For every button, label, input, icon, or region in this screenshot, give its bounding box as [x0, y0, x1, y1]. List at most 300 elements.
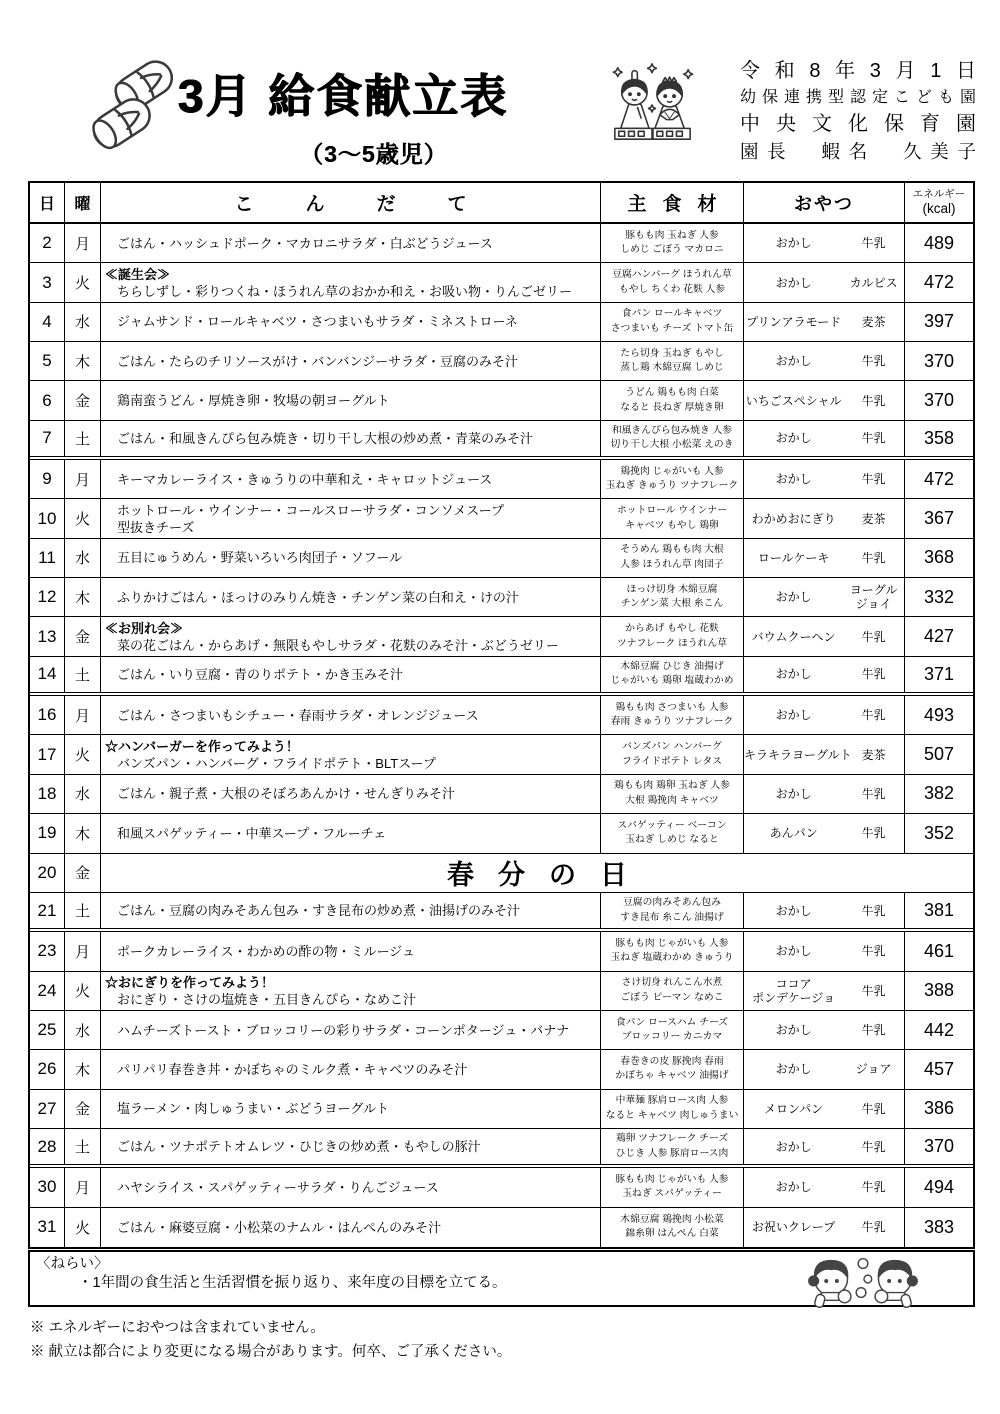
table-row: [30, 696, 973, 735]
snack-item: ココア ポンデケージョ: [752, 976, 836, 1005]
ingredients-cell: [601, 342, 744, 380]
table-row: [30, 972, 973, 1011]
menu-cell: [101, 1168, 601, 1206]
menu-cell: [101, 893, 601, 928]
energy-cell: 367: [923, 508, 955, 529]
snack-cell: [744, 421, 905, 456]
menu-table-body: [30, 224, 973, 1247]
energy-cell: 494: [923, 1176, 955, 1197]
ingredients-line1: 豆腐ハンバーグ ほうれん草: [612, 269, 732, 281]
ingredients-line1: 鶏もも肉 さつまいも 人参: [615, 701, 729, 713]
day-cell: 10: [30, 499, 65, 537]
menu-text: ハヤシライス・スパゲッティーサラダ・りんごジュース: [117, 1179, 439, 1195]
energy-cell: 493: [923, 704, 955, 725]
ingredients-cell: [601, 381, 744, 419]
ingredients-line2: 玉ねぎ スパゲッティー: [622, 1188, 722, 1200]
menu-cell: [101, 735, 601, 773]
menu-text: ごはん・たらのチリソースがけ・バンバンジーサラダ・豆腐のみそ汁: [117, 353, 518, 369]
date-line: 令和8年3月1日: [740, 60, 976, 82]
ingredients-line2: 人参 ほうれん草 肉団子: [620, 558, 724, 570]
snack-drink: 牛乳: [861, 431, 886, 446]
menu-text: ごはん・ツナポテトオムレツ・ひじきの炒め煮・もやしの豚汁: [117, 1139, 481, 1155]
menu-cell: [101, 421, 601, 456]
event-label: ☆おにぎりを作ってみよう！: [105, 974, 275, 990]
weekday-cell: 水: [65, 303, 101, 341]
snack-item: あんパン: [769, 826, 818, 841]
menu-text-line2: 型抜きチーズ: [117, 519, 195, 535]
menu-text: パリパリ春巻き丼・かぼちゃのミルク煮・キャベツのみそ汁: [117, 1061, 468, 1077]
ingredients-cell: [601, 1168, 744, 1206]
holiday-cell: 春分の日: [447, 860, 651, 891]
snack-cell: [744, 893, 905, 928]
aim-title: 〈ねらい〉: [36, 1256, 109, 1272]
snack-drink: 牛乳: [861, 1220, 886, 1235]
snack-item: おかし: [775, 944, 812, 959]
energy-cell: 457: [923, 1058, 955, 1079]
ingredients-line1: 豆腐の肉みそあん包み: [623, 897, 721, 909]
ingredients-line1: 豚もも肉 玉ねぎ 人参: [625, 229, 719, 241]
snack-item: バウムクーヘン: [751, 629, 836, 644]
snack-drink: 牛乳: [861, 826, 886, 841]
col-header-snack: おやつ: [744, 183, 905, 222]
energy-cell: 370: [923, 1136, 955, 1157]
snack-item: お祝いクレープ: [751, 1220, 836, 1235]
ingredients-line1: 鶏もも肉 鶏卵 玉ねぎ 人参: [614, 780, 730, 792]
snack-item: おかし: [775, 472, 812, 487]
snack-drink: 牛乳: [861, 983, 886, 998]
ingredients-line1: たら切身 玉ねぎ もやし: [620, 347, 724, 359]
weekday-cell: 土: [65, 893, 101, 928]
snack-item: おかし: [775, 667, 812, 682]
ingredients-line1: 木綿豆腐 鶏挽肉 小松菜: [620, 1213, 724, 1225]
snack-cell: [744, 381, 905, 419]
weekday-cell: 木: [65, 1050, 101, 1088]
header-info-block: [740, 58, 976, 165]
weekday-cell: 火: [65, 1208, 101, 1247]
menu-cell: [101, 932, 601, 970]
energy-cell: 381: [923, 900, 955, 921]
energy-cell: 371: [923, 663, 955, 684]
ingredients-line1: スパゲッティー ベーコン: [617, 819, 727, 831]
snack-item: プリンアラモード: [746, 314, 842, 329]
menu-cell: [101, 814, 601, 852]
snack-drink: 麦茶: [861, 314, 886, 329]
day-cell: 20: [30, 854, 65, 892]
snack-drink: 牛乳: [861, 236, 886, 251]
weekday-cell: 金: [65, 854, 101, 892]
snack-cell: [744, 735, 905, 773]
menu-text: ごはん・和風きんぴら包み焼き・切り干し大根の炒め煮・青菜のみそ汁: [117, 430, 534, 446]
event-label: ≪誕生会≫: [105, 266, 171, 282]
ingredients-cell: [601, 657, 744, 692]
ingredients-line2: 玉ねぎ しめじ なると: [625, 834, 719, 846]
table-row: [30, 617, 973, 656]
ingredients-line2: 切り干し大根 小松菜 えのき: [610, 439, 734, 451]
menu-cell: [101, 342, 601, 380]
snack-drink: 牛乳: [861, 472, 886, 487]
snack-drink: 牛乳: [861, 354, 886, 369]
ingredients-line2: 大根 鶏挽肉 キャベツ: [625, 794, 719, 806]
snack-drink: 麦茶: [861, 747, 886, 762]
snack-item: おかし: [775, 275, 812, 290]
snack-item: おかし: [775, 708, 812, 723]
menu-table: [28, 181, 975, 1249]
hina-dolls-illustration: [608, 58, 696, 146]
snack-cell: [744, 814, 905, 852]
table-row: [30, 460, 973, 499]
menu-text: 塩ラーメン・肉しゅうまい・ぶどうヨーグルト: [117, 1101, 389, 1117]
ingredients-cell: [601, 696, 744, 734]
weekday-cell: 金: [65, 381, 101, 419]
snack-drink: 牛乳: [861, 1180, 886, 1195]
menu-cell: [101, 499, 601, 537]
menu-cell: [101, 303, 601, 341]
day-cell: 30: [30, 1168, 65, 1206]
ingredients-line2: 蒸し鶏 木綿豆腐 しめじ: [620, 362, 724, 374]
weekday-cell: 水: [65, 775, 101, 813]
day-cell: 6: [30, 381, 65, 419]
table-row: [30, 657, 973, 696]
table-row: [30, 421, 973, 460]
energy-cell: 382: [923, 783, 955, 804]
ingredients-cell: [601, 972, 744, 1010]
weekday-cell: 月: [65, 224, 101, 262]
menu-text: ジャムサンド・ロールキャベツ・さつまいもサラダ・ミネストローネ: [117, 314, 518, 330]
ingredients-cell: [601, 499, 744, 537]
ingredients-line2: ごぼう ピーマン なめこ: [620, 991, 724, 1003]
energy-cell: 397: [923, 311, 955, 332]
event-label: ≪お別れ会≫: [105, 620, 184, 636]
ingredients-line2: 錦糸卵 はんぺん 白菜: [625, 1228, 719, 1240]
weekday-cell: 月: [65, 696, 101, 734]
table-row-holiday: [30, 854, 973, 893]
col-header-weekday: 曜: [65, 183, 101, 222]
snack-cell: [744, 617, 905, 655]
menu-text: ふりかけごはん・ほっけのみりん焼き・チンゲン菜の白和え・けの汁: [117, 589, 519, 605]
weekday-cell: 火: [65, 499, 101, 537]
day-cell: 4: [30, 303, 65, 341]
snack-cell: [744, 696, 905, 734]
ingredients-line2: すき昆布 糸こん 油揚げ: [620, 911, 724, 923]
menu-cell: [101, 972, 601, 1010]
energy-cell: 461: [923, 940, 955, 961]
ingredients-line1: 春巻きの皮 豚挽肉 春雨: [620, 1055, 724, 1067]
ingredients-cell: [601, 814, 744, 852]
ingredients-cell: [601, 1129, 744, 1164]
day-cell: 9: [30, 460, 65, 498]
menu-text: ごはん・いり豆腐・青のりポテト・かき玉みそ汁: [117, 666, 404, 682]
page-subtitle: （3～5歳児）: [300, 141, 448, 167]
weekday-cell: 火: [65, 735, 101, 773]
ingredients-line2: キャベツ もやし 鶏卵: [625, 519, 719, 531]
snack-cell: [744, 1011, 905, 1049]
energy-cell: 383: [923, 1216, 955, 1237]
snack-cell: [744, 578, 905, 616]
menu-cell: [101, 381, 601, 419]
table-row: [30, 1011, 973, 1050]
col-header-day: 日: [30, 183, 65, 222]
ingredients-cell: [601, 421, 744, 456]
ingredients-line2: かぼちゃ キャベツ 油揚げ: [615, 1070, 729, 1082]
menu-cell: [101, 1090, 601, 1128]
ingredients-line1: 中華麺 豚肩ロース肉 人参: [615, 1095, 729, 1107]
snack-drink: 牛乳: [861, 550, 886, 565]
col-header-menu: こんだて: [101, 183, 601, 222]
ingredients-line1: バンズパン ハンバーグ: [622, 741, 722, 753]
day-cell: 7: [30, 421, 65, 456]
snack-cell: [744, 775, 905, 813]
snack-drink: 麦茶: [861, 511, 886, 526]
menu-cell: [101, 696, 601, 734]
menu-text: キーマカレーライス・きゅうりの中華和え・キャロットジュース: [117, 471, 493, 487]
snack-item: おかし: [775, 236, 812, 251]
menu-text: ポークカレーライス・わかめの酢の物・ミルージュ: [117, 943, 415, 959]
ingredients-line1: 和風きんぴら包み焼き 人参: [611, 424, 733, 436]
day-cell: 23: [30, 932, 65, 970]
snack-item: いちごスペシャル: [745, 393, 842, 408]
table-row: [30, 1129, 973, 1168]
table-row: [30, 381, 973, 420]
day-cell: 21: [30, 893, 65, 928]
snack-drink: 牛乳: [861, 708, 886, 723]
menu-cell: [101, 578, 601, 616]
weekday-cell: 木: [65, 578, 101, 616]
ingredients-line1: 食パン ロースハム チーズ: [615, 1016, 729, 1028]
ingredients-cell: [601, 932, 744, 970]
ingredients-line1: 鶏卵 ツナフレーク チーズ: [615, 1133, 729, 1145]
table-row: [30, 1050, 973, 1089]
table-row: [30, 539, 973, 578]
weekday-cell: 火: [65, 263, 101, 301]
ingredients-line1: そうめん 鶏もも肉 大根: [620, 544, 724, 556]
menu-cell: [101, 1011, 601, 1049]
menu-text: ハムチーズトースト・ブロッコリーの彩りサラダ・コーンポタージュ・バナナ: [117, 1022, 570, 1038]
snack-item: おかし: [775, 1062, 812, 1077]
energy-cell: 472: [923, 468, 955, 489]
snack-cell: [744, 932, 905, 970]
menu-cell: [101, 263, 601, 301]
energy-cell: 386: [923, 1098, 955, 1119]
snack-drink: 牛乳: [861, 903, 886, 918]
table-row: [30, 775, 973, 814]
energy-cell: 370: [923, 350, 955, 371]
day-cell: 5: [30, 342, 65, 380]
ingredients-cell: [601, 735, 744, 773]
day-cell: 16: [30, 696, 65, 734]
day-cell: 12: [30, 578, 65, 616]
ingredients-line2: ひじき 人参 豚肩ロース肉: [615, 1147, 729, 1159]
weekday-cell: 火: [65, 972, 101, 1010]
table-header-row: [30, 183, 973, 224]
menu-cell: [101, 775, 601, 813]
snack-cell: [744, 539, 905, 577]
day-cell: 18: [30, 775, 65, 813]
ingredients-line1: 食パン ロールキャベツ: [621, 308, 723, 320]
day-cell: 24: [30, 972, 65, 1010]
day-cell: 31: [30, 1208, 65, 1247]
table-row: [30, 1168, 973, 1207]
table-row: [30, 263, 973, 302]
menu-text: ごはん・麻婆豆腐・小松菜のナムル・はんぺんのみそ汁: [117, 1219, 442, 1235]
table-row: [30, 893, 973, 932]
ingredients-line2: なると 長ねぎ 厚焼き卵: [620, 401, 724, 413]
ingredients-line1: 鶏挽肉 じゃがいも 人参: [620, 465, 724, 477]
day-cell: 27: [30, 1090, 65, 1128]
table-row: [30, 1208, 973, 1247]
snack-cell: [744, 499, 905, 537]
weekday-cell: 木: [65, 814, 101, 852]
menu-cell: [101, 1129, 601, 1164]
snack-item: おかし: [775, 786, 812, 801]
menu-cell: [101, 1050, 601, 1088]
day-cell: 28: [30, 1129, 65, 1164]
snack-cell: [744, 460, 905, 498]
menu-text: 菜の花ごはん・からあげ・無限もやしサラダ・花麩のみそ汁・ぶどうゼリー: [117, 637, 559, 653]
weekday-cell: 土: [65, 421, 101, 456]
note-change: ※ 献立は都合により変更になる場合があります。何卒、ご了承ください。: [30, 1344, 512, 1360]
menu-text: ごはん・さつまいもシチュー・春雨サラダ・オレンジジュース: [117, 707, 479, 723]
weekday-cell: 月: [65, 1168, 101, 1206]
table-row: [30, 224, 973, 263]
energy-cell: 370: [923, 390, 955, 411]
note-energy: ※ エネルギーにおやつは含まれていません。: [30, 1320, 325, 1336]
children-illustration: [788, 1250, 938, 1310]
ingredients-cell: [601, 1208, 744, 1247]
weekday-cell: 水: [65, 1011, 101, 1049]
ingredients-cell: [601, 617, 744, 655]
ingredients-cell: [601, 775, 744, 813]
table-row: [30, 303, 973, 342]
menu-cell: [101, 224, 601, 262]
day-cell: 11: [30, 539, 65, 577]
snack-item: おかし: [775, 1023, 812, 1038]
menu-text: ごはん・ハッシュドポーク・マカロニサラダ・白ぶどうジュース: [117, 235, 493, 251]
table-row: [30, 578, 973, 617]
ingredients-cell: [601, 303, 744, 341]
ingredients-line2: 玉ねぎ きゅうり ツナフレーク: [605, 480, 739, 492]
snack-cell: [744, 1129, 905, 1164]
aim-text: ・1年間の食生活と生活習慣を振り返り、来年度の目標を立てる。: [78, 1275, 507, 1291]
snack-item: ロールケーキ: [757, 550, 830, 565]
snack-item: メロンパン: [764, 1101, 824, 1116]
snack-drink: 牛乳: [861, 1139, 886, 1154]
col-header-energy: エネルギー (kcal): [912, 188, 966, 216]
snack-item: おかし: [775, 1139, 812, 1154]
weekday-cell: 木: [65, 342, 101, 380]
snack-cell: [744, 1050, 905, 1088]
ingredients-cell: [601, 460, 744, 498]
ingredients-line1: 木綿豆腐 ひじき 油揚げ: [620, 660, 724, 672]
day-cell: 3: [30, 263, 65, 301]
energy-cell: 352: [923, 822, 955, 843]
energy-cell: 358: [923, 427, 955, 448]
ingredients-cell: [601, 1011, 744, 1049]
page-title: 3月 給食献立表: [178, 70, 509, 122]
col-header-ingredients: 主食材: [601, 183, 744, 222]
day-cell: 26: [30, 1050, 65, 1088]
menu-text: ごはん・親子煮・大根のそぼろあんかけ・せんぎりみそ汁: [117, 786, 456, 802]
principal-line: 園長 蝦名 久美子: [740, 141, 976, 162]
snack-drink: ヨーグル ジョイ: [849, 583, 898, 612]
event-label: ☆ハンバーガーを作ってみよう！: [105, 738, 299, 754]
ingredients-line1: ホットロール ウインナー: [617, 505, 727, 517]
day-cell: 13: [30, 617, 65, 655]
ingredients-line2: しめじ ごぼう マカロニ: [620, 244, 724, 256]
weekday-cell: 金: [65, 1090, 101, 1128]
menu-text: ごはん・豆腐の肉みそあん包み・すき昆布の炒め煮・油揚げのみそ汁: [117, 903, 521, 919]
weekday-cell: 月: [65, 932, 101, 970]
cabbage-rolls-illustration: [80, 52, 185, 157]
ingredients-line2: 春雨 きゅうり ツナフレーク: [610, 716, 734, 728]
energy-cell: 507: [923, 744, 955, 765]
ingredients-line1: さけ切身 れんこん水煮: [621, 977, 723, 989]
menu-text: 五目にゅうめん・野菜いろいろ肉団子・ソフール: [117, 550, 403, 566]
snack-drink: 牛乳: [861, 629, 886, 644]
snack-cell: [744, 1208, 905, 1247]
energy-cell: 332: [923, 586, 955, 607]
menu-cell: [101, 539, 601, 577]
menu-cell: [101, 657, 601, 692]
ingredients-line1: うどん 鶏もも肉 白菜: [625, 387, 719, 399]
ingredients-line2: チンゲン菜 大根 糸こん: [620, 598, 724, 610]
ingredients-line1: 豚もも肉 じゃがいも 人参: [615, 937, 729, 949]
snack-item: キラキラヨーグルト: [744, 747, 852, 762]
menu-text: 鶏南蛮うどん・厚焼き卵・牧場の朝ヨーグルト: [117, 393, 390, 409]
org-type-line: 幼保連携型認定こども園: [740, 89, 976, 106]
snack-item: おかし: [775, 903, 812, 918]
ingredients-line1: ほっけ切身 木綿豆腐: [626, 583, 718, 595]
snack-drink: 牛乳: [861, 786, 886, 801]
ingredients-line2: 玉ねぎ 塩蔵わかめ きゅうり: [610, 952, 734, 964]
snack-cell: [744, 657, 905, 692]
table-row: [30, 932, 973, 971]
weekday-cell: 金: [65, 617, 101, 655]
snack-drink: ジョア: [855, 1062, 892, 1077]
snack-item: わかめおにぎり: [751, 511, 836, 526]
snack-item: おかし: [775, 354, 812, 369]
snack-item: おかし: [775, 1180, 812, 1195]
snack-cell: [744, 972, 905, 1010]
ingredients-cell: [601, 263, 744, 301]
snack-item: おかし: [775, 431, 812, 446]
org-name-line: 中央文化保育園: [740, 113, 976, 135]
day-cell: 25: [30, 1011, 65, 1049]
energy-cell: 427: [923, 626, 955, 647]
weekday-cell: 土: [65, 657, 101, 692]
energy-cell: 368: [923, 547, 955, 568]
table-row: [30, 814, 973, 853]
ingredients-line2: ツナフレーク ほうれん草: [616, 637, 728, 649]
snack-drink: カルピス: [849, 275, 898, 290]
ingredients-cell: [601, 578, 744, 616]
snack-drink: 牛乳: [861, 1101, 886, 1116]
snack-cell: [744, 224, 905, 262]
ingredients-line2: もやし ちくわ 花麩 人参: [618, 283, 726, 295]
ingredients-line2: なると キャベツ 肉しゅうまい: [605, 1109, 739, 1121]
snack-drink: 牛乳: [861, 667, 886, 682]
snack-cell: [744, 263, 905, 301]
ingredients-line1: からあげ もやし 花麩: [625, 623, 719, 635]
table-row: [30, 499, 973, 538]
menu-cell: [101, 460, 601, 498]
snack-cell: [744, 342, 905, 380]
energy-cell: 472: [923, 272, 955, 293]
day-cell: 2: [30, 224, 65, 262]
menu-text: おにぎり・さけの塩焼き・五目きんぴら・なめこ汁: [117, 991, 417, 1007]
day-cell: 19: [30, 814, 65, 852]
menu-text: ホットロール・ウインナー・コールスローサラダ・コンソメスープ: [117, 502, 505, 518]
menu-text: ちらしずし・彩りつくね・ほうれん草のおかか和え・お吸い物・りんごゼリー: [117, 283, 573, 299]
